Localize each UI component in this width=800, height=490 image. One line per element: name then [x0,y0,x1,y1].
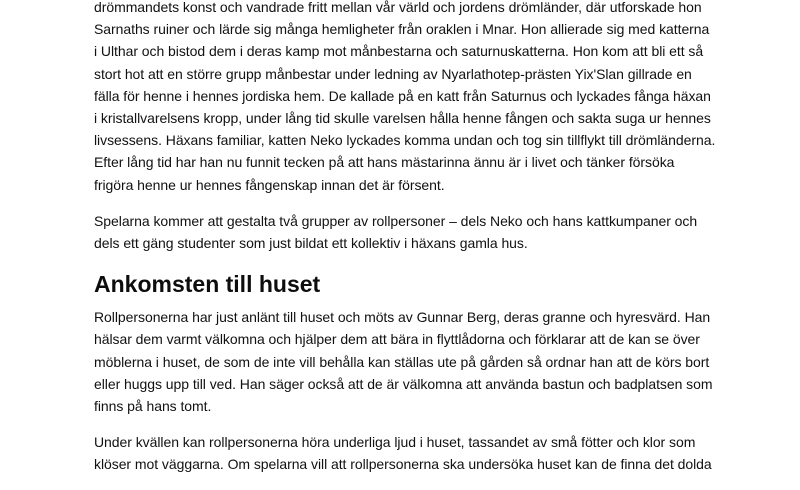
paragraph-player-groups: Spelarna kommer att gestalta två grupper av rollpersoner – dels Neko och hans kattkumpaner och dels ett gäng studenter som just bildat ett kollektiv i häxans gamla hus. [94,212,698,252]
paragraph-evening-sounds: Under kvällen kan rollpersonerna höra underliga ljud i huset, tassandet av små fötter och klor som klöser mot väggarna. Om spelarna vill att rollpersonerna ska undersöka huset kan de finna det dolda [94,434,712,473]
paragraph-arrival: Rollpersonerna har just anlänt till huset och möts av Gunnar Berg, deras granne och hyresvärd. Han hälsar dem varmt välkomna och hjälper dem att bära in flyttlådorna och förklarar att de kan se över möblerna i huset, de som de inte vill behålla kan ställas ute på gården så ordnar han att de körs bort eller huggs upp till ved. Han säger också att de är välkomna att använda bastun och badplatsen som finns på hans tomt. [94,309,713,415]
paragraph-witch-backstory: drömmandets konst och vandrade fritt mellan vår värld och jordens drömländer, där utforskade hon Sarnaths ruiner och lärde sig många hemligheter från oraklen i Mnar. Hon allierade sig med katterna i Ulthar och bistod dem i deras kamp mot månbestarna och saturnuskatterna. Hon kom att bli ett så stort hot att en större grupp månbestar under ledning av Nyarlathotep-prästen Yix'Slan gillrade en fälla för henne i hennes jordiska hem. De kallade på en katt från Saturnus och lyckades fånga häxan i kristallvarelsens kropp, under lång tid skulle varelsen hålla henne fången och sakta suga ur hennes livsessens. Häxans familiar, katten Neko lyckades komma undan och tog sin tillflykt till drömländerna. Efter lång tid har han nu funnit tecken på att hans mästarinna ännu är i livet och tänker försöka frigöra henne ur hennes fångenskap innan det är försent. [94,0,716,193]
document-body [94,0,716,490]
section-heading: Ankomsten till huset [94,271,321,298]
